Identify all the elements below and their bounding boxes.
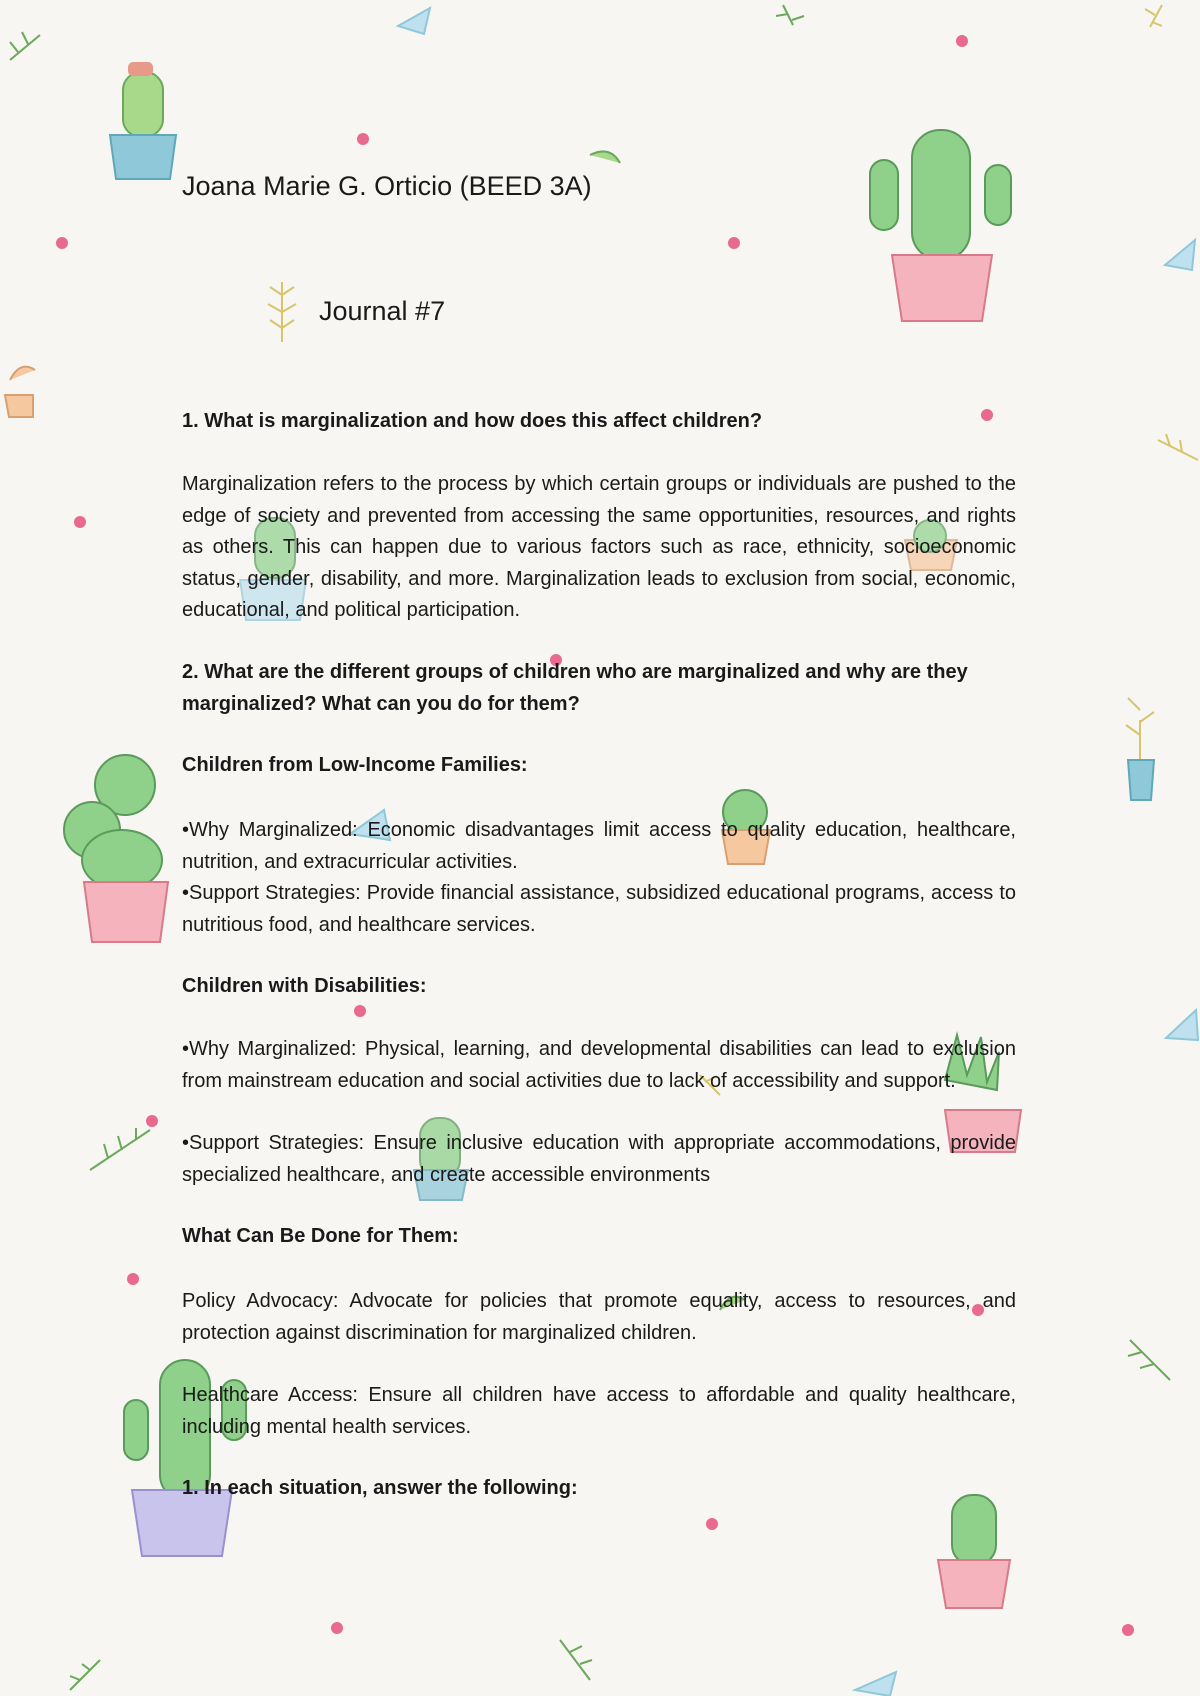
disabilities-heading: Children with Disabilities: xyxy=(182,975,427,997)
disabilities-support: •Support Strategies: Ensure inclusive education with appropriate accommodations, provide specialized healthcare, and create accessible environments xyxy=(182,1132,1016,1186)
cactus-top-right-icon xyxy=(870,130,1011,321)
low-income-why: •Why Marginalized: Economic disadvantages limit access to quality education, healthcare, nutrition, and extracurricular activities. xyxy=(182,819,1016,873)
cactus-top-left-icon xyxy=(110,62,176,179)
situation-heading: 1. In each situation, answer the following: xyxy=(182,1477,578,1499)
question-2: 2. What are the different groups of children who are marginalized and why are they marginalized? What can you do for them? xyxy=(182,661,968,715)
answer-1: Marginalization refers to the process by which certain groups or individuals are pushed to the edge of society and prevented from accessing the same opportunities, resources, and rights as others. This can happen due to various factors such as race, ethnicity, socioeconomic status, gender, disability, and more. Marginalization leads to exclusion from social, economic, educational, and political participation. xyxy=(182,473,1016,621)
policy-advocacy: Policy Advocacy: Advocate for policies that promote equality, access to resources, and protection against discrimination for marginalized children. xyxy=(182,1290,1016,1344)
question-1: 1. What is marginalization and how does this affect children? xyxy=(182,410,763,432)
low-income-heading: Children from Low-Income Families: xyxy=(182,754,528,776)
disabilities-why: •Why Marginalized: Physical, learning, and developmental disabilities can lead to exclusion from mainstream education and social activities due to lack of accessibility and support. xyxy=(182,1038,1016,1092)
student-name: Joana Marie G. Orticio (BEED 3A) xyxy=(182,171,592,201)
cactus-left-middle-icon xyxy=(64,755,168,942)
low-income-support: •Support Strategies: Provide financial assistance, subsidized educational programs, access to nutritious food, and healthcare services. xyxy=(182,882,1016,936)
journal-title: Journal #7 xyxy=(319,296,446,326)
cactus-bottom-right-icon xyxy=(938,1495,1010,1608)
healthcare-access: Healthcare Access: Ensure all children have access to affordable and quality healthcare, including mental health services. xyxy=(182,1384,1016,1438)
what-can-be-done-heading: What Can Be Done for Them: xyxy=(182,1225,459,1247)
